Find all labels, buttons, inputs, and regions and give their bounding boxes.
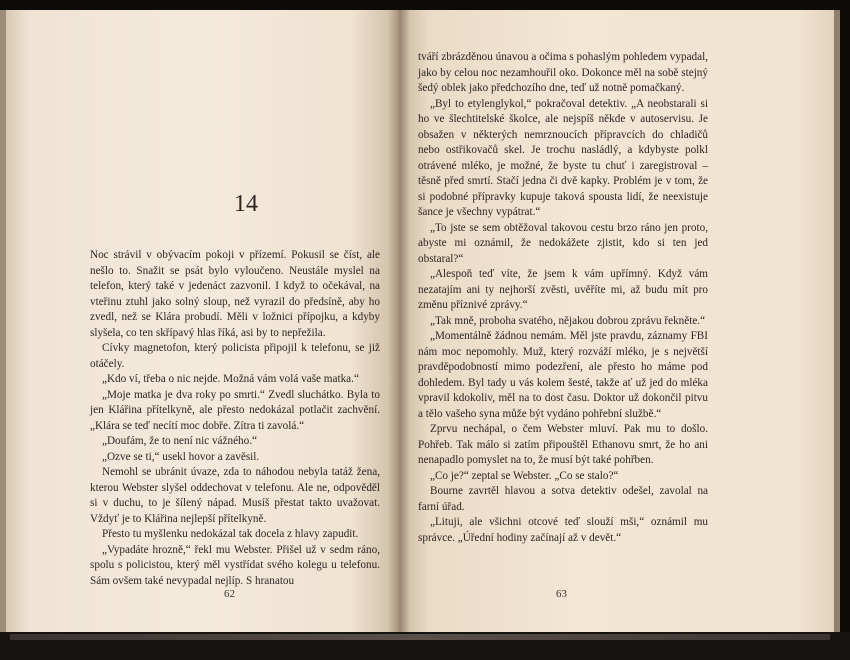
paragraph: „Co je?“ zeptal se Webster. „Co se stalo?“	[430, 469, 619, 482]
paragraph: „Vypadáte hrozně,“ řekl mu Webster. Přišel už v sedm ráno, spolu s policistou, který měl vystřídat svého kolegu u telefonu. Sám ovšem také nevypadal nejlíp. S hranatou	[90, 543, 380, 587]
paragraph: „Ozve se ti,“ usekl hovor a zavěsil.	[102, 450, 260, 463]
paragraph: „Tak mně, proboha svatého, nějakou dobrou zprávu řekněte.“	[430, 314, 706, 327]
page-number-left: 62	[224, 588, 235, 600]
paragraph: Nemohl se ubránit úvaze, zda to náhodou nebyla tatáž žena, kterou Webster slyšel oddechovat v telefonu. Ale ne, odpověděl si v duchu, to je šílený nápad. Musíš přestat takto uvažovat. Vždyť je to Klářina nejlepší přítelkyně.	[90, 466, 380, 525]
paragraph: Bourne zavrtěl hlavou a sotva detektiv odešel, zavolal na farní úřad.	[418, 485, 708, 513]
paragraph: „Lituji, ale všichni otcové teď slouží mši,“ oznámil mu správce. „Úřední hodiny začínají až v devět.“	[418, 516, 708, 544]
page-number-right: 63	[556, 588, 567, 600]
paragraph: Přesto tu myšlenku nedokázal tak docela z hlavy zapudit.	[102, 528, 359, 540]
right-page-text	[418, 50, 708, 546]
paragraph: „To jste se sem obtěžoval takovou cestu brzo ráno jen proto, abyste mi oznámil, že nedokážete zjistit, kdo si ten jed obstaral?“	[418, 221, 708, 265]
paragraph: „Alespoň teď víte, že jsem k vám upřímný. Když vám nezatajím ani ty nejhorší zvěsti, uvěříte mi, až budu mít pro změnu příznivé zprávy.“	[418, 268, 708, 311]
paragraph: „Byl to etylenglykol,“ pokračoval detektiv. „A neobstarali si ho ve šlechtitelské školce, ale nejspíš někde v autoservisu. Je obsažen v některých nemrznoucích přípravcích do chladičů nebo ostřikovačů skel. Je trochu nasládlý, a kdybyste polkl otrávené mléko, je možné, že byste tu chuť i zaregistroval – těsně před smrtí. Stačí jedna či dvě kapky. Problém je v tom, že si podobné přípravky kupuje taková spousta lidí, že neexistuje šance je všechny vypátrat.“	[418, 97, 708, 218]
paragraph: Zprvu nechápal, o čem Webster mluví. Pak mu to došlo. Pohřeb. Tak málo si zatím připouštěl Ethanovu smrt, že ho ani nenapadlo pomyslet na to, že musí být také pohřben.	[418, 423, 708, 466]
book-edge-right	[834, 10, 840, 632]
paragraph: „Moje matka je dva roky po smrti.“ Zvedl sluchátko. Byla to jen Klářina přítelkyně, ale přesto nedokázal potlačit zachvění. „Klára se teď necítí moc dobře. Zítra ti zavolá.“	[90, 388, 380, 432]
left-page-text	[90, 248, 380, 589]
paragraph: „Kdo ví, třeba o nic nejde. Možná vám volá vaše matka.“	[102, 373, 359, 385]
book-bottom-edge	[0, 632, 850, 660]
right-page	[398, 10, 834, 632]
paragraph: Noc strávil v obývacím pokoji v přízemí. Pokusil se číst, ale nešlo to. Snažit se psát bylo vyloučeno. Neustále myslel na telefon, který také v jedenáct zazvonil. I když to očekával, na vteřinu ztuhl jako solný sloup, než vyrazil do předsíně, aby ho zvedl, než se Klára probudí. Měli v ložnici přípojku, a kdyby slyšela, co ten skřípavý hlas říká, asi by to nepřežila.	[90, 249, 380, 339]
paragraph: „Momentálně žádnou nemám. Měl jste pravdu, záznamy FBI nám moc nepomohly. Muž, který rozváží mléko, je s největší pravděpodobností mimo podezření, ale přesto ho máme pod dohledem. Byl tady u vás kolem šesté, takže ať už jed do mléka vpravil kdokoliv, měl na to dost času. Doktor už dokončil pitvu a tělo vašeho syna může být vydáno pohřební službě.“	[418, 330, 708, 420]
paragraph: „Doufám, že to není nic vážného.“	[102, 435, 258, 447]
paragraph: Cívky magnetofon, který policista připojil k telefonu, se již otáčely.	[90, 342, 380, 370]
paragraph: tváří zbrázděnou únavou a očima s pohaslým pohledem vypadal, jako by celou noc nezamhouřil oko. Dokonce měl na sobě stejný šedý oblek jako předchozího dne, teď už notně pomačkaný.	[418, 51, 708, 94]
chapter-number: 14	[234, 191, 258, 217]
book-gutter	[388, 10, 410, 632]
left-page	[6, 10, 398, 632]
page-stack-edge	[10, 634, 830, 640]
